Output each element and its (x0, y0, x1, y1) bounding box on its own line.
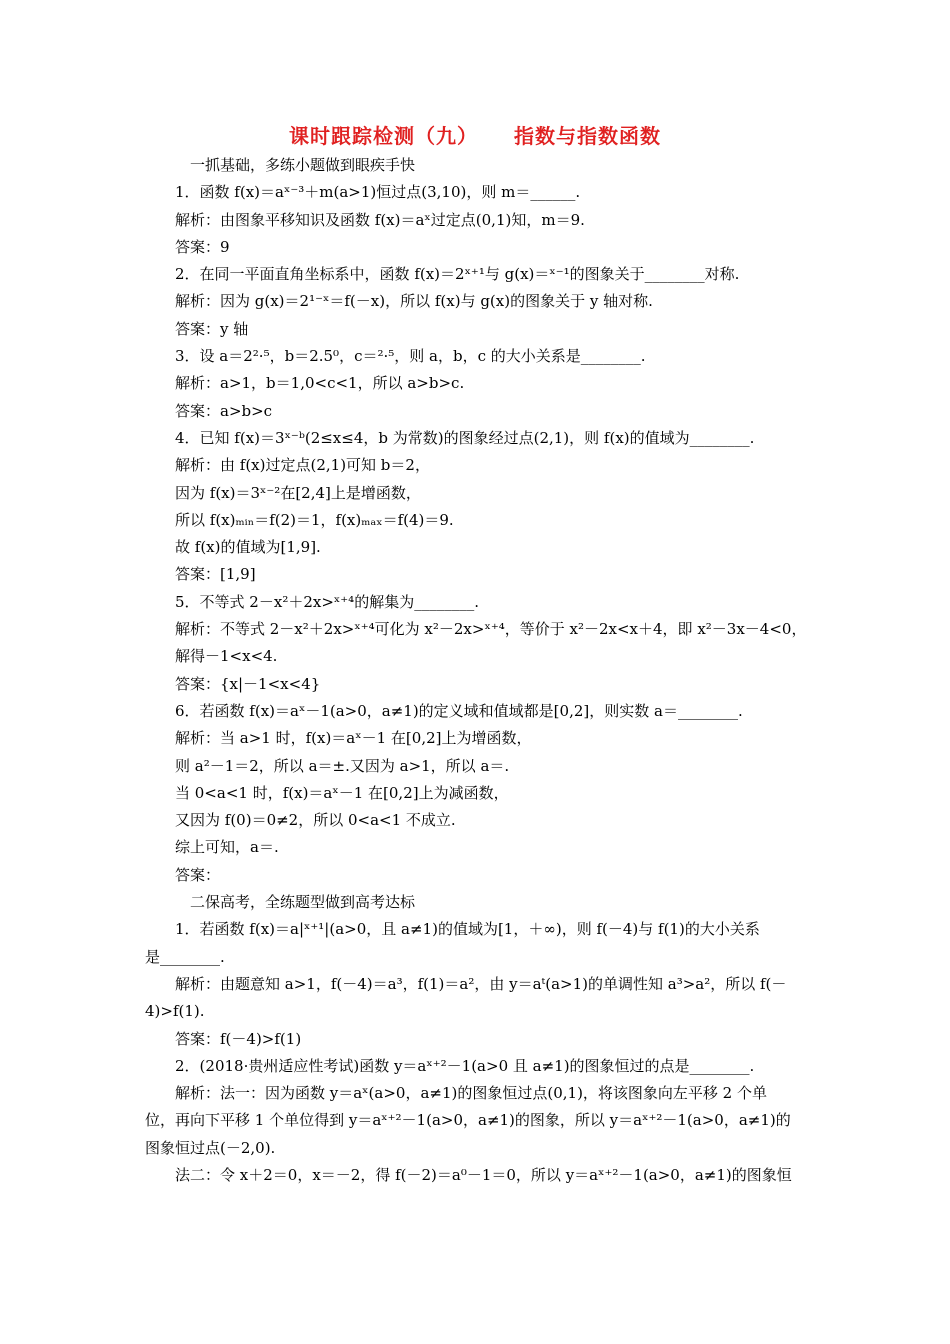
text-line: 4．已知 f(x)＝3ˣ⁻ᵇ(2≤x≤4，b 为常数)的图象经过点(2,1)，则 f(x)的值域为________. (175, 428, 755, 447)
title-main: 课时跟踪检测（九） (289, 124, 478, 148)
title-sub: 指数与指数函数 (514, 124, 661, 148)
text-line: 综上可知，a＝. (175, 838, 279, 857)
text-line: 解析：由图象平移知识及函数 f(x)＝aˣ过定点(0,1)知，m＝9. (175, 210, 585, 229)
text-line: 5．不等式 2－x²＋2x>ˣ⁺⁴的解集为________. (175, 592, 479, 611)
text-line: 答案：y 轴 (175, 319, 249, 338)
text-line: 1．函数 f(x)＝aˣ⁻³＋m(a>1)恒过点(3,10)，则 m＝______. (175, 183, 581, 202)
text-line: 所以 f(x)ₘᵢₙ＝f(2)＝1，f(x)ₘₐₓ＝f(4)＝9. (175, 510, 454, 529)
text-line: 答案：[1,9] (175, 565, 256, 584)
text-line: 4)>f(1). (145, 1002, 205, 1021)
text-line: 答案：a>b>c (175, 401, 273, 420)
text-line: 答案：f(－4)>f(1) (175, 1029, 302, 1048)
text-line: 是________. (145, 947, 225, 966)
text-line: 解析：当 a>1 时，f(x)＝aˣ－1 在[0,2]上为增函数， (175, 729, 532, 748)
document-body (145, 152, 810, 1189)
text-line: 答案：9 (175, 237, 230, 256)
text-line: 解析：a>1，b＝1,0<c<1，所以 a>b>c. (175, 374, 465, 393)
page-title (0, 120, 950, 149)
text-line: 2．(2018·贵州适应性考试)函数 y＝aˣ⁺²－1(a>0 且 a≠1)的图象恒过的点是________. (175, 1056, 755, 1075)
text-line: 二保高考，全练题型做到高考达标 (190, 893, 416, 912)
text-line: 因为 f(x)＝3ˣ⁻²在[2,4]上是增函数， (175, 483, 421, 502)
text-line: 法二：令 x＋2＝0，x＝－2，得 f(－2)＝a⁰－1＝0，所以 y＝aˣ⁺²－1(a>0，a≠1)的图象恒 (175, 1165, 792, 1184)
text-line: 答案：{x|－1<x<4} (175, 674, 321, 693)
text-line: 一抓基础，多练小题做到眼疾手快 (190, 156, 416, 174)
text-line: 图象恒过点(－2,0). (145, 1138, 276, 1157)
text-line: 解析：法一：因为函数 y＝aˣ(a>0，a≠1)的图象恒过点(0,1)，将该图象向左平移 2 个单 (175, 1084, 767, 1103)
text-line: 1．若函数 f(x)＝a|ˣ⁺¹|(a>0，且 a≠1)的值域为[1，＋∞)，则 f(－4)与 f(1)的大小关系 (175, 920, 760, 939)
text-line: 又因为 f(0)＝0≠2，所以 0<a<1 不成立. (175, 811, 456, 830)
text-line: 解析：不等式 2－x²＋2x>ˣ⁺⁴可化为 x²－2x>ˣ⁺⁴，等价于 x²－2x<x＋4，即 x²－3x－4<0， (175, 620, 807, 639)
text-line: 答案： (175, 865, 221, 884)
text-line: 解析：由题意知 a>1，f(－4)＝a³，f(1)＝a²，由 y＝aᵗ(a>1)的单调性知 a³>a²，所以 f(－ (175, 974, 787, 993)
text-line: 位，再向下平移 1 个单位得到 y＝aˣ⁺²－1(a>0，a≠1)的图象，所以 y＝aˣ⁺²－1(a>0，a≠1)的 (145, 1111, 791, 1130)
text-line: 2．在同一平面直角坐标系中，函数 f(x)＝2ˣ⁺¹与 g(x)＝ˣ⁻¹的图象关于________对称. (175, 265, 740, 284)
text-line: 6．若函数 f(x)＝aˣ－1(a>0，a≠1)的定义域和值域都是[0,2]，则实数 a＝________. (175, 701, 743, 720)
text-line: 当 0<a<1 时，f(x)＝aˣ－1 在[0,2]上为减函数， (175, 783, 509, 802)
text-line: 解析：因为 g(x)＝2¹⁻ˣ＝f(－x)，所以 f(x)与 g(x)的图象关于 y 轴对称. (175, 292, 653, 311)
text-line: 解得－1<x<4. (175, 647, 278, 666)
text-line: 3．设 a＝2²·⁵，b＝2.5⁰，c＝²·⁵，则 a，b，c 的大小关系是________. (175, 347, 646, 366)
text-line: 故 f(x)的值域为[1,9]. (175, 538, 321, 557)
text-line: 解析：由 f(x)过定点(2,1)可知 b＝2， (175, 456, 430, 475)
text-line: 则 a²－1＝2，所以 a＝±.又因为 a>1，所以 a＝. (175, 756, 510, 775)
